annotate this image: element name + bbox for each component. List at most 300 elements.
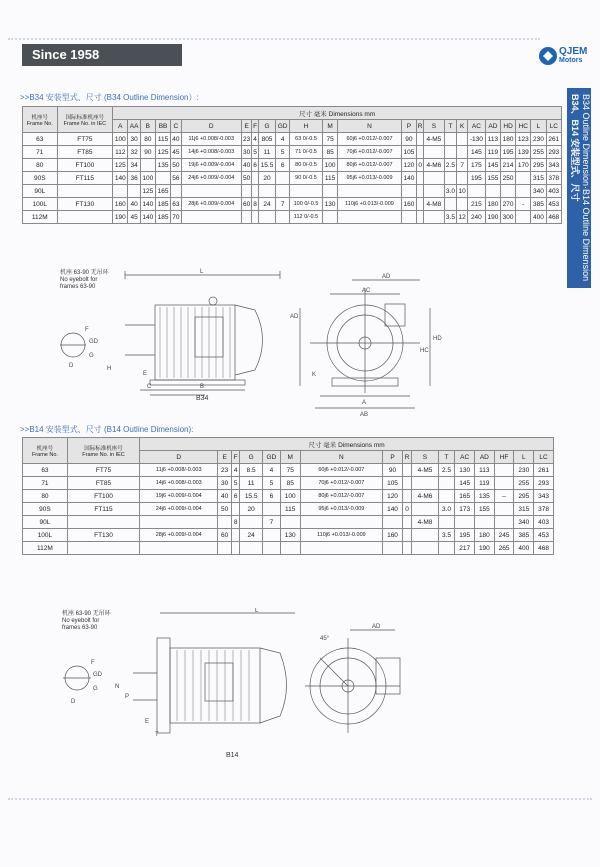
table-cell: 40: [241, 159, 252, 172]
column-header: A: [113, 120, 128, 133]
table-cell: 403: [546, 185, 561, 198]
table-cell: [232, 529, 240, 542]
dimensions-header-en: Dimensions mm: [328, 110, 376, 118]
table-cell: [457, 133, 468, 146]
table-cell: 100 0/-0.5: [290, 198, 323, 211]
table-cell: [412, 542, 438, 555]
table-cell: 300: [501, 211, 516, 224]
column-header: L: [531, 120, 546, 133]
table-cell: [383, 542, 403, 555]
table-row: [23, 490, 554, 503]
table-cell: 63 0/-0.5: [290, 133, 323, 146]
table-cell: 468: [546, 211, 561, 224]
table-cell: 805: [258, 133, 275, 146]
table-cell: [323, 211, 338, 224]
column-header: K: [457, 120, 468, 133]
table-cell: 24j6 +0.009/-0.004: [140, 503, 218, 516]
table-cell: 50: [171, 159, 182, 172]
b34-label-l: L: [200, 269, 204, 275]
table-cell: [258, 211, 275, 224]
table-cell: 90 0/-0.5: [290, 172, 323, 185]
table-cell: [457, 198, 468, 211]
table-cell: 24: [240, 529, 263, 542]
table-cell: [402, 464, 411, 477]
table-cell: 250: [501, 172, 516, 185]
table-cell: 145: [485, 159, 500, 172]
table-cell: [155, 172, 170, 185]
table-cell: 15.5: [258, 159, 275, 172]
table-cell: [263, 542, 281, 555]
table-cell: 28j6 +0.009/-0.004: [140, 529, 218, 542]
b34-front-view-drawing: [290, 268, 450, 418]
table-cell: FT100: [57, 159, 113, 172]
table-cell: FT115: [57, 172, 113, 185]
table-cell: 2.5: [444, 159, 457, 172]
frame-header-en: Frame No.: [26, 120, 53, 127]
table-cell: 24j6 +0.009/-0.004: [181, 172, 241, 185]
table-cell: [416, 198, 423, 211]
table-cell: 165: [455, 490, 475, 503]
table-cell: 139: [516, 146, 531, 159]
table-cell: [424, 172, 444, 185]
column-header: AC: [455, 451, 475, 464]
table-cell: 24: [258, 198, 275, 211]
b34-note-cn: 机座 63-90 无吊环: [60, 270, 109, 276]
table-cell: 140: [113, 172, 128, 185]
table-cell: 125: [140, 185, 155, 198]
column-header: HC: [516, 120, 531, 133]
table-cell: 11: [240, 477, 263, 490]
table-cell: 14j6 +0.008/-0.003: [181, 146, 241, 159]
table-cell: 45: [128, 211, 140, 224]
table-cell: 19j6 +0.009/-0.004: [181, 159, 241, 172]
table-cell: 245: [494, 529, 514, 542]
b34-label-ad: AD: [382, 274, 391, 280]
table-cell: 90: [140, 146, 155, 159]
b14-label-l: L: [255, 608, 259, 614]
table-cell: 40: [171, 133, 182, 146]
table-cell: 190: [475, 542, 495, 555]
table-cell: 100: [140, 172, 155, 185]
table-cell: [457, 146, 468, 159]
table-cell: 90S: [23, 503, 68, 516]
dimensions-header: [113, 107, 562, 120]
since-badge: Since 1958: [22, 44, 182, 66]
b34-side-view-drawing: [55, 265, 295, 405]
table-cell: 140: [140, 198, 155, 211]
frame-header: [23, 438, 68, 464]
table-cell: FT130: [57, 198, 113, 211]
table-cell: 400: [531, 211, 546, 224]
column-header: D: [181, 120, 241, 133]
table-cell: 315: [514, 503, 534, 516]
table-cell: 100: [280, 490, 300, 503]
table-cell: 3.5: [438, 529, 455, 542]
table-cell: 3.0: [438, 503, 455, 516]
b14-label-ad: AD: [372, 624, 381, 630]
table-cell: 160: [383, 529, 403, 542]
column-header: S: [412, 451, 438, 464]
table-cell: [494, 516, 514, 529]
column-header: N: [338, 120, 402, 133]
table-cell: 8: [232, 516, 240, 529]
column-header: E: [241, 120, 252, 133]
table-cell: 85: [323, 146, 338, 159]
table-cell: 190: [485, 211, 500, 224]
column-header: R: [416, 120, 423, 133]
b34-label-h: H: [107, 366, 112, 372]
b14-label-n: N: [115, 684, 120, 690]
table-cell: 261: [534, 464, 554, 477]
table-cell: 378: [534, 503, 554, 516]
iec-header: [57, 107, 113, 133]
b34-label-gd: GD: [89, 339, 98, 345]
column-header: M: [280, 451, 300, 464]
table-cell: 255: [514, 477, 534, 490]
column-header: GD: [276, 120, 290, 133]
b34-caption: B34: [196, 395, 209, 402]
table-cell: [276, 211, 290, 224]
b34-label-ad-left: AD: [290, 314, 299, 320]
iec-header-cn: 国际标准机座号: [84, 445, 123, 452]
table-cell: 60j6 +0.012/-0.007: [338, 133, 402, 146]
table-cell: [140, 542, 218, 555]
table-cell: [416, 185, 423, 198]
table-cell: 115: [280, 503, 300, 516]
iec-header: [67, 438, 139, 464]
table-cell: 265: [494, 542, 514, 555]
column-header: LC: [546, 120, 561, 133]
table-cell: 145: [455, 477, 475, 490]
table-cell: [300, 516, 383, 529]
table-row: [23, 146, 562, 159]
table-cell: 295: [531, 159, 546, 172]
column-header: AC: [467, 120, 485, 133]
table-cell: 195: [501, 146, 516, 159]
table-cell: [67, 542, 139, 555]
table-cell: [338, 185, 402, 198]
column-header: P: [401, 120, 416, 133]
table-cell: 230: [531, 133, 546, 146]
table-cell: 119: [485, 146, 500, 159]
table-row: [23, 503, 554, 516]
side-title-cn: B34、B14 安装型式、尺寸: [570, 94, 580, 202]
table-cell: 3.5: [444, 211, 457, 224]
table-cell: 40: [218, 490, 232, 503]
table-cell: 125: [113, 159, 128, 172]
table-cell: 4-M5: [412, 464, 438, 477]
table-cell: 340: [514, 516, 534, 529]
table-cell: 5: [276, 146, 290, 159]
b14-title: >>B14 安装型式、尺寸 (B14 Outline Dimension):: [20, 425, 194, 434]
b14-label-p: P: [125, 694, 130, 700]
table-cell: 80: [23, 159, 58, 172]
b34-label-f: F: [85, 327, 89, 333]
table-cell: 140: [383, 503, 403, 516]
table-cell: 71 0/-0.5: [290, 146, 323, 159]
table-cell: 170: [516, 159, 531, 172]
table-cell: 80j6 +0.012/-0.007: [300, 490, 383, 503]
frame-header-en: Frame No.: [31, 451, 58, 458]
column-header: G: [240, 451, 263, 464]
table-cell: 60: [241, 198, 252, 211]
b34-note-en1: No eyebolt for: [60, 277, 98, 283]
table-cell: [416, 133, 423, 146]
table-cell: 185: [155, 211, 170, 224]
table-cell: [323, 185, 338, 198]
table-cell: 11: [258, 146, 275, 159]
table-cell: 123: [516, 133, 531, 146]
column-header: D: [140, 451, 218, 464]
dimensions-header-cn: 尺寸 毫米: [299, 110, 329, 118]
table-cell: 385: [531, 198, 546, 211]
b14-label-d: D: [71, 699, 76, 705]
table-cell: [412, 477, 438, 490]
table-cell: 120: [383, 490, 403, 503]
table-cell: [424, 146, 444, 159]
table-cell: 195: [455, 529, 475, 542]
column-header: S: [424, 120, 444, 133]
table-cell: 4: [276, 133, 290, 146]
column-header: T: [444, 120, 457, 133]
table-cell: [467, 185, 485, 198]
table-cell: 90L: [23, 185, 58, 198]
b14-side-view-drawing: [55, 608, 295, 748]
b14-label-e: E: [145, 719, 150, 725]
table-cell: [444, 172, 457, 185]
table-cell: 70j6 +0.012/-0.007: [300, 477, 383, 490]
table-cell: 293: [534, 477, 554, 490]
table-cell: 4-M5: [424, 133, 444, 146]
table-cell: 155: [485, 172, 500, 185]
b34-label-e: E: [143, 371, 148, 377]
table-cell: 30: [128, 133, 140, 146]
table-cell: 173: [455, 503, 475, 516]
table-cell: 30: [218, 477, 232, 490]
table-cell: 105: [401, 146, 416, 159]
b34-label-ac: AC: [362, 288, 371, 294]
b34-label-a: A: [362, 400, 367, 406]
b34-label-c: C: [147, 384, 152, 390]
table-cell: [516, 172, 531, 185]
b14-label-gd: GD: [93, 672, 102, 678]
iec-header-cn: 国际标准机座号: [65, 114, 105, 121]
table-cell: [113, 185, 128, 198]
table-cell: [402, 516, 411, 529]
table-cell: 60: [218, 529, 232, 542]
table-cell: 112 0/-0.5: [290, 211, 323, 224]
table-cell: --: [494, 490, 514, 503]
table-cell: 34: [128, 159, 140, 172]
table-cell: 95j6 +0.013/-0.009: [338, 172, 402, 185]
table-cell: [263, 503, 281, 516]
table-cell: 7: [276, 198, 290, 211]
column-header: HD: [501, 120, 516, 133]
table-cell: 453: [546, 198, 561, 211]
logo-subtitle: Motors: [559, 57, 583, 64]
table-cell: 130: [455, 464, 475, 477]
table-cell: [416, 172, 423, 185]
table-cell: 340: [531, 185, 546, 198]
table-cell: 270: [501, 198, 516, 211]
b14-label-g: G: [93, 686, 98, 692]
column-header: B: [140, 120, 155, 133]
b14-note-en2: frames 63-90: [62, 625, 98, 631]
table-cell: [383, 516, 403, 529]
table-cell: [57, 211, 113, 224]
table-cell: [300, 542, 383, 555]
column-header: E: [218, 451, 232, 464]
column-header: G: [258, 120, 275, 133]
table-row: [23, 133, 562, 146]
table-cell: [438, 516, 455, 529]
table-cell: 255: [531, 146, 546, 159]
company-logo: [538, 46, 598, 68]
table-cell: 63: [23, 464, 68, 477]
table-cell: 4-M8: [412, 516, 438, 529]
table-cell: FT85: [67, 477, 139, 490]
table-cell: [240, 516, 263, 529]
table-cell: 115: [155, 133, 170, 146]
column-header: R: [402, 451, 411, 464]
table-cell: [402, 477, 411, 490]
column-header: M: [323, 120, 338, 133]
b14-front-view-drawing: [300, 618, 440, 738]
column-header: GD: [263, 451, 281, 464]
table-cell: -: [516, 198, 531, 211]
table-cell: [412, 503, 438, 516]
dimensions-header: [140, 438, 554, 451]
table-cell: 80 0/-0.5: [290, 159, 323, 172]
table-cell: 217: [455, 542, 475, 555]
table-cell: 6: [263, 490, 281, 503]
table-cell: 113: [485, 133, 500, 146]
table-cell: 195: [467, 172, 485, 185]
table-cell: 36: [128, 172, 140, 185]
column-header: HF: [494, 451, 514, 464]
table-cell: 214: [501, 159, 516, 172]
b34-label-k: K: [312, 372, 317, 378]
table-cell: [232, 503, 240, 516]
table-cell: 28j6 +0.009/-0.004: [181, 198, 241, 211]
table-cell: [516, 211, 531, 224]
table-cell: 215: [467, 198, 485, 211]
table-cell: [181, 185, 241, 198]
table-cell: -130: [467, 133, 485, 146]
table-cell: 135: [155, 159, 170, 172]
table-cell: 100L: [23, 529, 68, 542]
column-header: BB: [155, 120, 170, 133]
table-cell: [280, 542, 300, 555]
table-cell: 32: [128, 146, 140, 159]
table-cell: [438, 477, 455, 490]
table-cell: 180: [475, 529, 495, 542]
table-cell: [240, 542, 263, 555]
table-cell: 160: [401, 198, 416, 211]
table-cell: [218, 542, 232, 555]
table-cell: 10: [457, 185, 468, 198]
table-cell: 135: [475, 490, 495, 503]
b34-note-en2: frames 63-90: [60, 284, 96, 290]
table-cell: 7: [457, 159, 468, 172]
table-cell: [424, 185, 444, 198]
table-cell: 19j6 +0.009/-0.004: [140, 490, 218, 503]
table-row: [23, 464, 554, 477]
table-cell: 145: [467, 146, 485, 159]
table-cell: 100: [323, 159, 338, 172]
table-cell: 110j6 +0.013/-0.009: [300, 529, 383, 542]
column-header: AD: [475, 451, 495, 464]
iec-header-en: Frame No. in IEC: [82, 451, 125, 458]
b14-note-en1: No eyebolt for: [62, 618, 100, 624]
column-header: N: [300, 451, 383, 464]
table-cell: [290, 185, 323, 198]
column-header: C: [171, 120, 182, 133]
table-cell: 100: [113, 133, 128, 146]
table-cell: 4: [263, 464, 281, 477]
table-cell: 5: [252, 146, 258, 159]
table-cell: 160: [113, 198, 128, 211]
table-cell: [485, 185, 500, 198]
table-cell: 180: [501, 133, 516, 146]
table-row: [23, 198, 562, 211]
table-cell: [516, 185, 531, 198]
table-cell: 90: [401, 133, 416, 146]
table-cell: 315: [531, 172, 546, 185]
table-cell: 105: [383, 477, 403, 490]
table-cell: 70j6 +0.012/-0.007: [338, 146, 402, 159]
table-cell: [128, 185, 140, 198]
table-cell: 6: [276, 159, 290, 172]
table-cell: 378: [546, 172, 561, 185]
table-cell: [263, 529, 281, 542]
b34-label-hc: HC: [420, 348, 429, 354]
table-cell: 12: [457, 211, 468, 224]
b34-label-b: B: [200, 384, 205, 390]
table-cell: [280, 516, 300, 529]
table-cell: 4-M6: [412, 490, 438, 503]
table-cell: [276, 172, 290, 185]
table-cell: 293: [546, 146, 561, 159]
table-cell: 165: [155, 185, 170, 198]
frame-header-cn: 机座号: [36, 445, 54, 452]
b14-dimension-table: [22, 437, 554, 555]
iec-header-en: Frame No. in IEC: [63, 120, 107, 127]
table-cell: 4-M6: [424, 159, 444, 172]
table-cell: [232, 542, 240, 555]
table-cell: 14j6 +0.008/-0.003: [140, 477, 218, 490]
b14-label-t: T: [155, 732, 159, 738]
table-cell: 0: [416, 159, 423, 172]
table-cell: 85: [280, 477, 300, 490]
table-cell: [241, 211, 252, 224]
table-cell: [402, 542, 411, 555]
table-cell: 180: [485, 198, 500, 211]
table-cell: 6: [252, 159, 258, 172]
column-header: F: [232, 451, 240, 464]
table-cell: 20: [258, 172, 275, 185]
column-header: LC: [534, 451, 554, 464]
table-cell: 5: [232, 477, 240, 490]
table-cell: [416, 146, 423, 159]
table-cell: [241, 185, 252, 198]
table-cell: [457, 172, 468, 185]
table-cell: [475, 516, 495, 529]
table-cell: 50: [218, 503, 232, 516]
table-cell: FT75: [57, 133, 113, 146]
table-cell: 50: [241, 172, 252, 185]
table-cell: [424, 211, 444, 224]
